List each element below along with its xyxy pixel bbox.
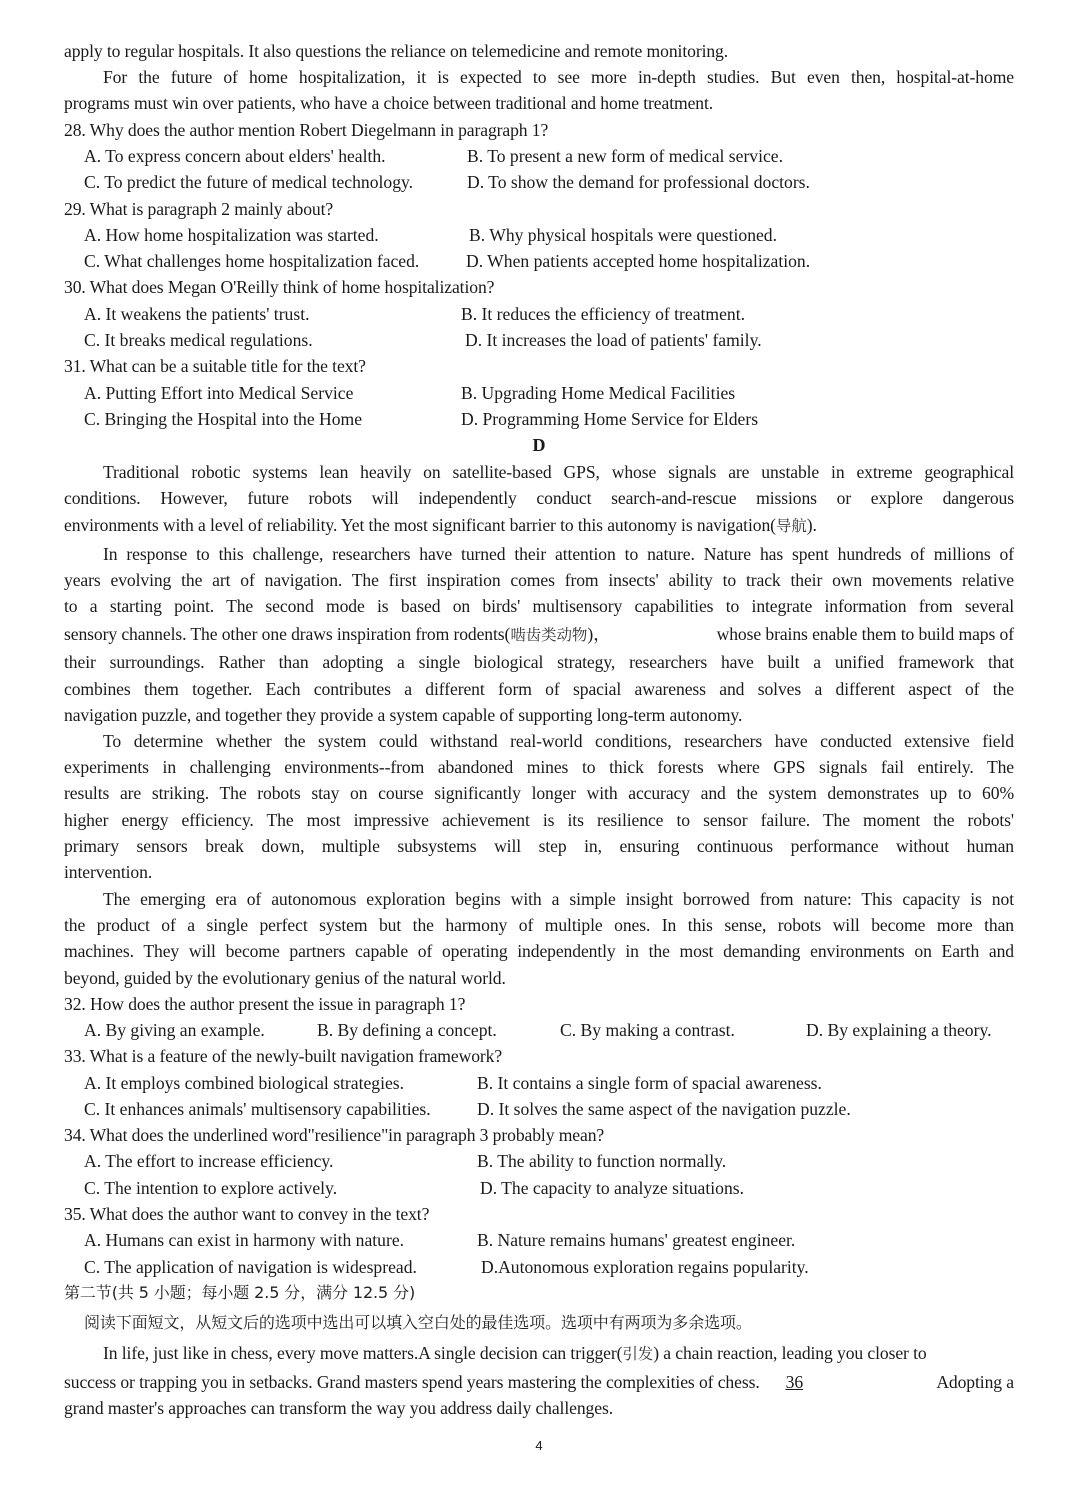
option-35-d[interactable]: D.Autonomous exploration regains popularity. xyxy=(481,1257,809,1277)
text: ). xyxy=(806,515,817,535)
question-stem-35: 35. What does the author want to convey in the text? xyxy=(64,1204,430,1224)
option-32-a[interactable]: A. By giving an example. xyxy=(84,1020,265,1040)
passage-d-p1-line: Traditional robotic systems lean heavily on satellite-based GPS, whose signals are unstable in extreme geographical xyxy=(103,462,1014,482)
passage-d-p2-line: their surroundings. Rather than adopting a single biological strategy, researchers have built a unified framework that xyxy=(64,652,1014,672)
option-33-b[interactable]: B. It contains a single form of spacial awareness. xyxy=(477,1073,822,1093)
passage-d-p4-line: machines. They will become partners capable of operating independently in the most demanding environments on Earth and xyxy=(64,941,1014,961)
text: sensory channels. The other one draws inspiration from rodents( xyxy=(64,624,511,644)
option-30-d[interactable]: D. It increases the load of patients' family. xyxy=(465,330,762,350)
option-35-b[interactable]: B. Nature remains humans' greatest engineer. xyxy=(477,1230,796,1250)
passage-c-line: apply to regular hospitals. It also questions the reliance on telemedicine and remote monitoring. xyxy=(64,41,729,61)
text: environments with a level of reliability. Yet the most significant barrier to this autonomy is navigation( xyxy=(64,515,776,535)
option-30-b[interactable]: B. It reduces the efficiency of treatment. xyxy=(461,304,745,324)
option-29-a[interactable]: A. How home hospitalization was started. xyxy=(84,225,379,245)
question-stem-29: 29. What is paragraph 2 mainly about? xyxy=(64,199,334,219)
passage-d-p1-line: conditions. However, future robots will independently conduct search-and-rescue missions or explore dangerous xyxy=(64,488,1014,508)
blank-36[interactable] xyxy=(760,1369,821,1395)
passage-d-p2-line: years evolving the art of navigation. The first inspiration comes from insects' ability to track their own movements relative xyxy=(64,570,1014,590)
text: success or trapping you in setbacks. Grand masters spend years mastering the complexities of chess. xyxy=(64,1372,760,1392)
chinese-gloss: 导航 xyxy=(775,517,807,535)
option-34-d[interactable]: D. The capacity to analyze situations. xyxy=(480,1178,744,1198)
option-35-a[interactable]: A. Humans can exist in harmony with nature. xyxy=(84,1230,405,1250)
text: Adopting a xyxy=(936,1372,1014,1392)
option-28-c[interactable]: C. To predict the future of medical technology. xyxy=(84,172,414,192)
option-30-c[interactable]: C. It breaks medical regulations. xyxy=(84,330,313,350)
option-32-d[interactable]: D. By explaining a theory. xyxy=(806,1020,992,1040)
question-stem-33: 33. What is a feature of the newly-built navigation framework? xyxy=(64,1046,503,1066)
passage-d-p3-line: higher energy efficiency. The most impressive achievement is its resilience to sensor failure. The moment the robots' xyxy=(64,810,1014,830)
section-2-title: 第二节(共 5 小题；每小题 2.5 分，满分 12.5 分) xyxy=(64,1283,416,1302)
option-31-b[interactable]: B. Upgrading Home Medical Facilities xyxy=(461,383,736,403)
section-2-instruction: 阅读下面短文，从短文后的选项中选出可以填入空白处的最佳选项。选项中有两项为多余选项。 xyxy=(84,1313,752,1332)
option-31-d[interactable]: D. Programming Home Service for Elders xyxy=(461,409,759,429)
section-2-passage-line xyxy=(64,1369,1014,1395)
option-28-d[interactable]: D. To show the demand for professional doctors. xyxy=(467,172,810,192)
option-28-b[interactable]: B. To present a new form of medical service. xyxy=(467,146,783,166)
passage-d-p3-line: results are striking. The robots stay on course significantly longer with accuracy and the system demonstrates up to 60% xyxy=(64,783,1014,803)
option-29-c[interactable]: C. What challenges home hospitalization faced. xyxy=(84,251,420,271)
section-2-passage-line xyxy=(103,1340,1014,1367)
passage-d-p3-line: primary sensors break down, multiple subsystems will step in, ensuring continuous performance without human xyxy=(64,836,1014,856)
text: In life, just like in chess, every move matters.A single decision can trigger( xyxy=(103,1343,623,1363)
passage-d-p1-line xyxy=(64,512,1014,539)
question-stem-31: 31. What can be a suitable title for the text? xyxy=(64,356,366,376)
option-33-c[interactable]: C. It enhances animals' multisensory capabilities. xyxy=(84,1099,431,1119)
option-30-a[interactable]: A. It weakens the patients' trust. xyxy=(84,304,310,324)
chinese-gloss: 啮齿类动物 xyxy=(510,626,588,644)
passage-d-p2-line: to a starting point. The second mode is based on birds' multisensory capabilities to integrate information from several xyxy=(64,596,1014,616)
option-34-b[interactable]: B. The ability to function normally. xyxy=(477,1151,727,1171)
passage-d-p2-line: combines them together. Each contributes a different form of spacial awareness and solves a different aspect of the xyxy=(64,679,1014,699)
passage-c-paragraph-line: For the future of home hospitalization, it is expected to see more in-depth studies. But even then, hospital-at-home xyxy=(103,67,1014,87)
question-stem-30: 30. What does Megan O'Reilly think of home hospitalization? xyxy=(64,277,495,297)
option-34-a[interactable]: A. The effort to increase efficiency. xyxy=(84,1151,334,1171)
option-33-d[interactable]: D. It solves the same aspect of the navigation puzzle. xyxy=(477,1099,851,1119)
passage-d-p2-line: navigation puzzle, and together they provide a system capable of supporting long-term autonomy. xyxy=(64,705,743,725)
text: ) a chain reaction, leading you closer to xyxy=(653,1343,927,1363)
text: whose brains enable them to build maps of xyxy=(716,624,1014,644)
blank-number: 36 xyxy=(785,1372,804,1392)
passage-d-p3-line: intervention. xyxy=(64,862,153,882)
chinese-gloss: 引发 xyxy=(622,1345,654,1363)
option-29-d[interactable]: D. When patients accepted home hospitalization. xyxy=(466,251,811,271)
option-32-b[interactable]: B. By defining a concept. xyxy=(317,1020,497,1040)
option-34-c[interactable]: C. The intention to explore actively. xyxy=(84,1178,338,1198)
section-2-passage-line: grand master's approaches can transform the way you address daily challenges. xyxy=(64,1398,613,1418)
option-35-c[interactable]: C. The application of navigation is widespread. xyxy=(84,1257,417,1277)
passage-d-p3-line: experiments in challenging environments--from abandoned mines to thick forests where GPS signals fail entirely. The xyxy=(64,757,1014,777)
option-31-a[interactable]: A. Putting Effort into Medical Service xyxy=(84,383,354,403)
passage-d-p2-line: In response to this challenge, researchers have turned their attention to nature. Nature has spent hundreds of millions of xyxy=(103,544,1014,564)
passage-d-p4-line: the product of a single perfect system but the harmony of multiple ones. In this sense, robots will become more than xyxy=(64,915,1014,935)
question-stem-34: 34. What does the underlined word"resilience"in paragraph 3 probably mean? xyxy=(64,1125,605,1145)
text: )， xyxy=(587,624,611,644)
passage-c-paragraph-line: programs must win over patients, who have a choice between traditional and home treatment. xyxy=(64,93,714,113)
option-32-c[interactable]: C. By making a contrast. xyxy=(560,1020,735,1040)
option-33-a[interactable]: A. It employs combined biological strategies. xyxy=(84,1073,405,1093)
page-number: 4 xyxy=(535,1438,543,1453)
option-31-c[interactable]: C. Bringing the Hospital into the Home xyxy=(84,409,363,429)
question-stem-32: 32. How does the author present the issue in paragraph 1? xyxy=(64,994,466,1014)
option-29-b[interactable]: B. Why physical hospitals were questioned. xyxy=(469,225,778,245)
option-28-a[interactable]: A. To express concern about elders' health. xyxy=(84,146,386,166)
passage-d-p4-line: The emerging era of autonomous exploration begins with a simple insight borrowed from nature: This capacity is not xyxy=(103,889,1014,909)
question-stem-28: 28. Why does the author mention Robert Diegelmann in paragraph 1? xyxy=(64,120,549,140)
passage-d-p4-line: beyond, guided by the evolutionary genius of the natural world. xyxy=(64,968,506,988)
passage-heading: D xyxy=(532,435,546,455)
passage-d-p2-line xyxy=(64,621,1014,648)
passage-d-p3-line: To determine whether the system could withstand real-world conditions, researchers have conducted extensive field xyxy=(103,731,1014,751)
